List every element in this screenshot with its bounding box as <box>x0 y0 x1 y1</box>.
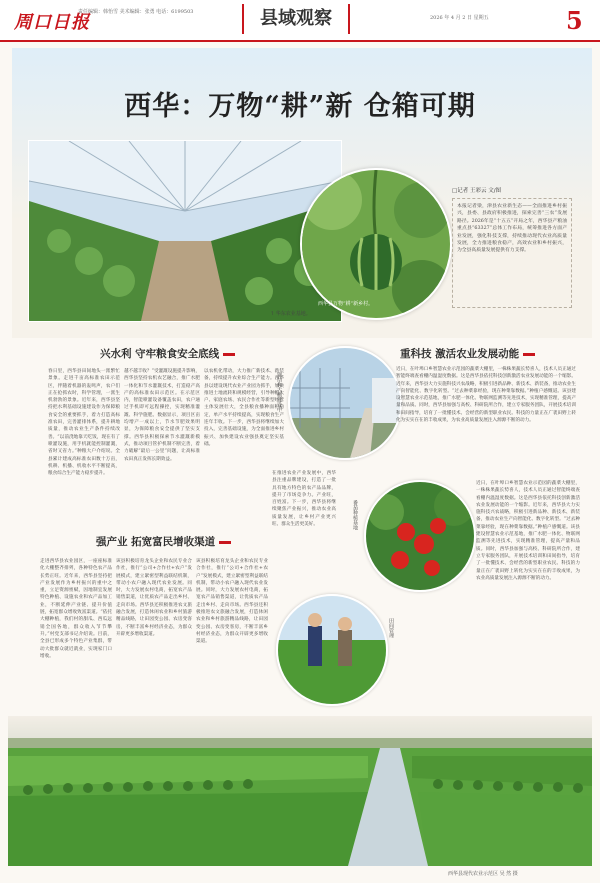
subhead-tech <box>400 346 539 361</box>
article-column-7: 在推进农业产业发展中，西华县注重品牌建设，打造了一批具有地方特色的农产品品牌，提升了市场竞争力。产业旺，百姓富。下一步，西华县将继续聚焦产业振兴，推动农业高质量发展，让乡村产业更兴旺、群众生活更美好。 <box>272 471 336 528</box>
melon-photo <box>300 168 452 320</box>
steel-greenhouse-caption: 钢结构大棚建设中 <box>276 372 282 412</box>
melon-illustration <box>302 170 450 318</box>
subhead-bar <box>219 541 231 544</box>
farmland-aerial-photo <box>8 716 592 866</box>
field-photo <box>276 594 388 706</box>
melon-caption: 西华县万物“耕”新乡村。 <box>318 301 374 307</box>
tomato-photo <box>364 480 476 592</box>
article-column-1: 春日里，西华县田间地头一派繁忙景象。走进千亩高标准农田示范区，伴随着机器的轰鸣声，农户们正在抢抓农时，科学管理，一派生机勃勃的景象。近年来，西华县坚持把水利基础设施建设作为保障粮食安全的重要抓手，着力打造高标准农田，完善灌排体系，提升耕地质量，推动农业生产条件持续改善。“以前浇地靠天吃饭，现在有了喷灌设施，用手机就能控制灌溉，省时又省力。”种粮大户介绍说。全县累计建成高标准农田数十万亩，机耕、机播、机收水平不断提高，粮食综合生产能力稳步提升。 <box>48 369 120 477</box>
lead-summary: 本报记者梁，津县农业新生态——全面推进乡村振兴，县委、县政府积极推进，探索完善“三农”发展路径。2026年是“十五五”开局之年，西华县产粮油重点县“63327”总体工作布局，统筹推进各方面产业发展，强化科技支撑，持续推动现代农业高质量发展，全力推进粮食稳产，高效农业和乡村振兴，为全县高质量发展提供有力支撑。 <box>452 198 572 308</box>
steel-greenhouse-illustration <box>290 348 400 458</box>
farmland-illustration <box>8 716 592 866</box>
field-caption: 田间管理 <box>388 618 394 638</box>
page-headline: 西华：万物“耕”新 仓箱可期 <box>124 91 476 122</box>
field-illustration <box>278 596 386 704</box>
section-title: 县域观察 <box>242 4 350 34</box>
bottom-photo-credit: 西华县现代农业示范区 吴 然 摄 <box>448 871 518 877</box>
tomato-illustration <box>366 482 474 590</box>
subhead-water-text: 兴水利 守牢粮食安全底线 <box>100 348 220 360</box>
article-column-4: 近日，在叶埠口乡智慧农业示范园的蔬菜大棚里，一株株果蔬长势喜人，技术人员正通过智能终端查看棚内温湿度数据。这是西华县依托科技创新激活农业发展动能的一个缩影。近年来，西华县大力实施科技兴农战略，积极引进新品种、新技术、新装备，推动农业生产向智能化、数字化转型。“过去种菜靠经验，现在种菜靠数据。”种植户感慨道。该县建设智慧农业示范基地，推广水肥一体化、物联网监测等先进技术，实现精准管理，提高产量和品质。同时，西华县加强与高校、科研院所合作，建立专家服务团队，开展技术培训和田间指导，培育了一批懂技术、会经营的新型职业农民。科技的力量正在广袤田野上转化为实实在在的丰收成果，为农业高质量发展注入源源不断的动力。 <box>396 367 576 424</box>
greenhouse-photo <box>28 140 342 322</box>
article-column-6b: 该县积极培育龙头企业和农民专业合作社，推行“公司+合作社+农户”发展模式，建立紧密型利益联结机制，带动小农户融入现代农业发展。同时，大力发展农村电商，拓宽农产品销售渠道，让优质农产品走出乡村、走向市场。西华县还积极推进农文旅融合发展，打造休闲农业和乡村旅游精品线路，让田园变公园、农房变客房，不断丰富乡村经济业态，为群众开辟更多增收渠道。 <box>196 559 268 645</box>
issue-date: 2026 年 4 月 2 日 星期五 <box>430 15 489 21</box>
subhead-bar <box>523 353 535 356</box>
subhead-industry-text: 强产业 拓宽富民增收渠道 <box>96 536 216 548</box>
article-column-4b: 近日，在叶埠口乡智慧农业示范园的蔬菜大棚里，一株株果蔬长势喜人，技术人员正通过智能终端查看棚内温湿度数据。这是西华县依托科技创新激活农业发展动能的一个缩影。近年来，西华县大力实施科技兴农战略，积极引进新品种、新技术、新装备，推动农业生产向智能化、数字化转型。“过去种菜靠经验，现在种菜靠数据。”种植户感慨道。该县建设智慧农业示范基地，推广水肥一体化、物联网监测等先进技术，实现精准管理，提高产量和品质。同时，西华县加强与高校、科研院所合作，建立专家服务团队，开展技术培训和田间指导，培育了一批懂技术、会经营的新型职业农民。科技的力量正在广袤田野上转化为实实在在的丰收成果，为农业高质量发展注入源源不断的动力。 <box>476 481 580 581</box>
editor-credits: 责任编辑：韩怡雪 美术编辑：张勇 电话：6199503 <box>78 9 194 15</box>
tomato-caption: 番茄种植基地 <box>352 500 358 530</box>
newspaper-logo: 周口日报 <box>14 12 90 33</box>
subhead-industry <box>96 534 235 549</box>
byline: □记者 王彩云 文/图 <box>452 188 502 194</box>
article-column-5: 走进西华县农业园区，一座座标准化大棚整齐排列，各种特色农产品长势正旺。近年来，西华县坚持把产业发展作为乡村振兴的重中之重，立足资源禀赋，因地制宜发展特色种植、设施农业和农产品加工业，不断延伸产业链、提升价值链，拓宽群众增收致富渠道。“依托大棚种植，我们村的甜瓜、西瓜远销全国各地，群众收入节节攀升。”村党支部书记介绍说。目前，全县已形成多个特色产业集群，带动大批群众就近就业，实现家门口增收。 <box>40 559 112 659</box>
masthead <box>0 0 600 42</box>
article-column-6: 该县积极培育龙头企业和农民专业合作社，推行“公司+合作社+农户”发展模式，建立紧密型利益联结机制，带动小农户融入现代农业发展。同时，大力发展农村电商，拓宽农产品销售渠道，让优质农产品走出乡村、走向市场。西华县还积极推进农文旅融合发展，打造休闲农业和乡村旅游精品线路，让田园变公园、农房变客房，不断丰富乡村经济业态，为群众开辟更多增收渠道。 <box>116 559 192 637</box>
greenhouse-photo-caption: ↑ 华东农业基地。 <box>270 311 311 317</box>
greenhouse-illustration <box>29 141 341 321</box>
page-number: 5 <box>566 6 583 35</box>
subhead-water <box>100 346 239 361</box>
article-column-2: 越不越丰收？”受灌溉设施提升影响，西华县坚持农机农艺融合，推广水肥一体化和节水灌溉技术，打造稳产高产的高标准农田示范区。在示范区内，智能喷灌设备覆盖农田，农户通过手机即可远程操控，实现精准灌溉、科学施肥。数据显示，项目区亩均增产一成以上，节水节肥效果明显，为保障粮食安全提供了坚实支撑。西华县积极探索节水灌溉新模式，推动项目管护机制不断完善，着力破解“最后一公里”问题，让高标准农田真正发挥长期效益。 <box>124 369 200 462</box>
subhead-bar <box>223 353 235 356</box>
steel-greenhouse-photo <box>288 346 402 460</box>
article-column-3: 以农机化带动，大力推广新技术、新装备，持续提升农业综合生产能力。西华县以建设现代农业产业园为抓手，加快推进土地流转和规模经营，引导种粮大户、家庭农场、农民合作社等新型经营主体发展壮大，全县粮食播种面积稳定，单产水平持续提高，实现粮食生产连年丰收。下一步，西华县将继续加大投入，完善基础设施，为全面推进乡村振兴、加快建设农业强县奠定坚实基础。 <box>204 369 284 447</box>
subhead-tech-text: 重科技 激活农业发展动能 <box>400 348 520 360</box>
